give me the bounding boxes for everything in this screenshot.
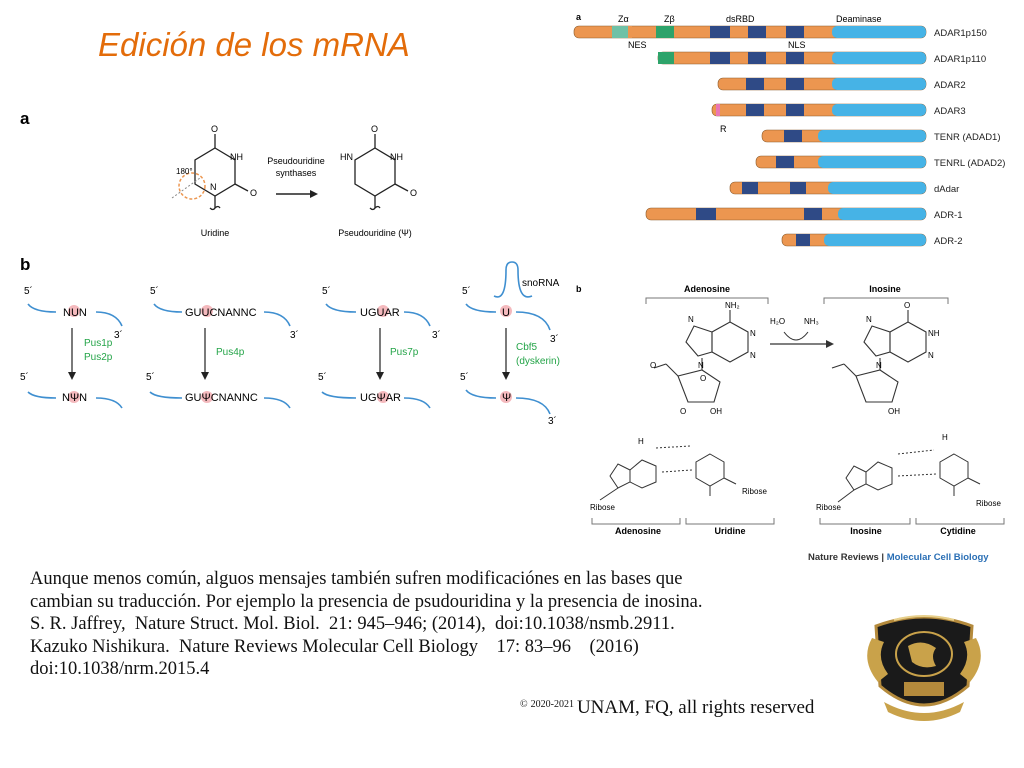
svg-text:5´: 5´ — [322, 286, 331, 297]
pseudouridine-label: Pseudouridine (Ψ) — [338, 228, 412, 238]
protein-name: ADAR1p110 — [934, 54, 987, 65]
adenosine-uridine-pair — [600, 446, 736, 500]
adenosine-structure — [654, 310, 748, 402]
pseudouridine-structure — [355, 134, 408, 210]
domain-segment — [716, 104, 720, 116]
svg-text:3´: 3´ — [548, 416, 557, 427]
svg-text:5´: 5´ — [318, 372, 327, 383]
svg-text:Adenosine: Adenosine — [683, 284, 731, 294]
svg-text:Ribose: Ribose — [742, 487, 767, 496]
pus1-top-seq: NUN — [63, 307, 87, 319]
svg-text:N: N — [866, 315, 872, 324]
svg-text:Uridine: Uridine — [714, 526, 746, 536]
pus4-bottom-seq: GUΨCNANNC — [185, 392, 258, 404]
svg-text:Pus7p: Pus7p — [390, 347, 419, 358]
panel-a-label: a — [20, 109, 30, 128]
svg-text:5´: 5´ — [20, 372, 29, 383]
domain-segment — [776, 156, 794, 168]
protein-name: ADR-2 — [934, 236, 963, 247]
domain-segment — [746, 104, 764, 116]
citation-jaffrey: S. R. Jaffrey, Nature Struct. Mol. Biol. 21: 945–946; (2014), doi:10.1038/nsmb.2911. — [30, 614, 675, 634]
svg-text:5´: 5´ — [462, 286, 471, 297]
slide-title: Edición de los mRNA — [98, 26, 410, 63]
domain-segment — [786, 52, 804, 64]
body-line: cambian su traducción. Por ejemplo la presencia de psudouridina y la presencia de inosina. — [30, 591, 703, 612]
svg-text:O: O — [211, 124, 219, 134]
pus4-top-seq: GUUCNANNC — [185, 307, 257, 319]
protein-name: dAdar — [934, 184, 960, 195]
svg-text:NES: NES — [628, 40, 647, 50]
svg-text:OH: OH — [888, 407, 900, 416]
domain-segment — [832, 52, 926, 64]
domain-segment — [742, 182, 758, 194]
domain-segment — [790, 182, 806, 194]
adar-domain-figure — [570, 8, 1024, 264]
svg-text:(dyskerin): (dyskerin) — [516, 356, 560, 367]
svg-text:NH₂: NH₂ — [725, 301, 740, 310]
body-text — [30, 568, 810, 681]
domain-segment — [710, 26, 730, 38]
svg-text:O: O — [650, 361, 657, 370]
svg-text:OH: OH — [710, 407, 722, 416]
inosine-structure — [832, 310, 926, 402]
protein-name: TENR (ADAD1) — [934, 132, 1001, 143]
svg-text:NLS: NLS — [788, 40, 806, 50]
domain-segment — [796, 234, 810, 246]
domain-segment — [784, 130, 802, 142]
svg-text:O: O — [680, 407, 687, 416]
chem-panel-b-label: b — [576, 284, 582, 294]
domain-segment — [832, 78, 926, 90]
svg-text:HN: HN — [340, 152, 353, 162]
domain-segment — [832, 26, 926, 38]
cbf5-bottom-seq: Ψ — [502, 392, 512, 404]
protein-name: TENRL (ADAD2) — [934, 158, 1006, 169]
domain-segment — [828, 182, 926, 194]
svg-text:N: N — [698, 361, 704, 370]
protein-name: ADR-1 — [934, 210, 963, 221]
pus1-column — [20, 285, 123, 408]
citation-nishikura: Kazuko Nishikura. Nature Reviews Molecular Cell Biology 17: 83–96 (2016) — [30, 636, 639, 657]
pus7-top-seq: UGUAR — [360, 307, 400, 319]
svg-text:N: N — [876, 361, 882, 370]
svg-text:5´: 5´ — [150, 286, 159, 297]
svg-text:H₂O: H₂O — [770, 317, 786, 326]
svg-text:Ribose: Ribose — [976, 499, 1001, 508]
copyright-text: UNAM, FQ, all rights reserved — [576, 697, 815, 718]
svg-text:Inosine: Inosine — [850, 526, 882, 536]
svg-text:O: O — [700, 374, 707, 383]
svg-text:Adenosine: Adenosine — [614, 526, 662, 536]
svg-text:Zα: Zα — [618, 14, 629, 24]
body-line: Aunque menos común, alguos mensajes también sufren modificaciónes en las bases que — [30, 569, 683, 589]
protein-name: ADAR2 — [934, 80, 966, 91]
domain-segment — [748, 52, 766, 64]
pseudouridine-figure — [0, 90, 590, 430]
domain-segment — [838, 208, 926, 220]
svg-text:NH₃: NH₃ — [804, 317, 819, 326]
domain-segment — [612, 26, 628, 38]
domain-segment — [786, 26, 804, 38]
svg-text:5´: 5´ — [24, 286, 33, 297]
domain-segment — [824, 234, 926, 246]
figure-credit: Nature Reviews | Molecular Cell Biology — [808, 552, 989, 563]
copyright-years: 2020-2021 — [530, 699, 574, 710]
svg-text:NH: NH — [928, 329, 940, 338]
domain-segment — [786, 104, 804, 116]
svg-text:Zβ: Zβ — [664, 14, 675, 24]
domain-segment — [818, 156, 926, 168]
svg-text:5´: 5´ — [460, 372, 469, 383]
svg-text:3´: 3´ — [114, 330, 123, 341]
domain-panel-a-label: a — [576, 12, 582, 22]
svg-text:Pus4p: Pus4p — [216, 347, 245, 358]
svg-text:Inosine: Inosine — [869, 284, 901, 294]
domain-segment — [628, 26, 632, 38]
domain-segment — [746, 78, 764, 90]
svg-text:N: N — [750, 351, 756, 360]
inosine-cytidine-pair — [838, 450, 980, 502]
svg-text:Cbf5: Cbf5 — [516, 342, 538, 353]
domain-segment — [656, 26, 674, 38]
svg-text:N: N — [210, 182, 217, 192]
reaction-arrow-icon — [276, 190, 318, 198]
copyright-notice — [520, 697, 814, 719]
domain-segment — [696, 208, 716, 220]
pus7-column — [318, 285, 441, 408]
svg-text:O: O — [410, 188, 418, 198]
svg-text:Ribose: Ribose — [816, 503, 841, 512]
svg-text:Pus2p: Pus2p — [84, 352, 113, 363]
svg-text:N: N — [928, 351, 934, 360]
domain-segment — [658, 52, 674, 64]
cbf5-top-seq: U — [502, 307, 510, 319]
uridine-label: Uridine — [200, 228, 230, 238]
domain-segment — [710, 52, 730, 64]
pus4-column — [146, 285, 299, 408]
copyright-symbol: © — [520, 699, 528, 710]
svg-text:180°: 180° — [176, 167, 193, 176]
pus7-bottom-seq: UGΨAR — [360, 392, 401, 404]
uridine-structure — [195, 134, 248, 210]
svg-text:N: N — [688, 315, 694, 324]
svg-text:Ribose: Ribose — [590, 503, 615, 512]
svg-text:O: O — [250, 188, 258, 198]
svg-text:dsRBD: dsRBD — [726, 14, 755, 24]
svg-text:N: N — [750, 329, 756, 338]
svg-text:synthases: synthases — [275, 168, 317, 178]
svg-text:R: R — [720, 124, 727, 134]
deamination-arrow-icon — [770, 332, 834, 348]
domain-segment — [832, 104, 926, 116]
svg-text:3´: 3´ — [550, 334, 559, 345]
svg-text:snoRNA: snoRNA — [522, 278, 560, 289]
svg-text:NH: NH — [230, 152, 243, 162]
rotation-arrow-icon — [172, 173, 205, 199]
svg-text:3´: 3´ — [432, 330, 441, 341]
pus1-bottom-seq: NΨN — [62, 392, 88, 404]
adenosine-inosine-figure — [570, 278, 1024, 568]
protein-name: ADAR1p150 — [934, 28, 987, 39]
svg-text:O: O — [371, 124, 379, 134]
citation-doi: doi:10.1038/nrm.2015.4 — [30, 659, 210, 679]
svg-text:H: H — [942, 433, 948, 442]
svg-text:5´: 5´ — [146, 372, 155, 383]
svg-text:Cytidine: Cytidine — [940, 526, 976, 536]
domain-segment — [748, 26, 766, 38]
svg-text:Pus1p: Pus1p — [84, 338, 113, 349]
domain-segment — [804, 208, 822, 220]
protein-name: ADAR3 — [934, 106, 966, 117]
domain-segment — [786, 78, 804, 90]
unam-shield-icon — [864, 612, 984, 728]
cbf5-column — [460, 262, 560, 427]
svg-text:Pseudouridine: Pseudouridine — [267, 156, 325, 166]
svg-text:NH: NH — [390, 152, 403, 162]
svg-text:O: O — [904, 301, 911, 310]
domain-segment — [818, 130, 926, 142]
svg-text:H: H — [638, 437, 644, 446]
svg-text:3´: 3´ — [290, 330, 299, 341]
panel-b-label: b — [20, 255, 31, 274]
svg-text:Deaminase: Deaminase — [836, 14, 882, 24]
